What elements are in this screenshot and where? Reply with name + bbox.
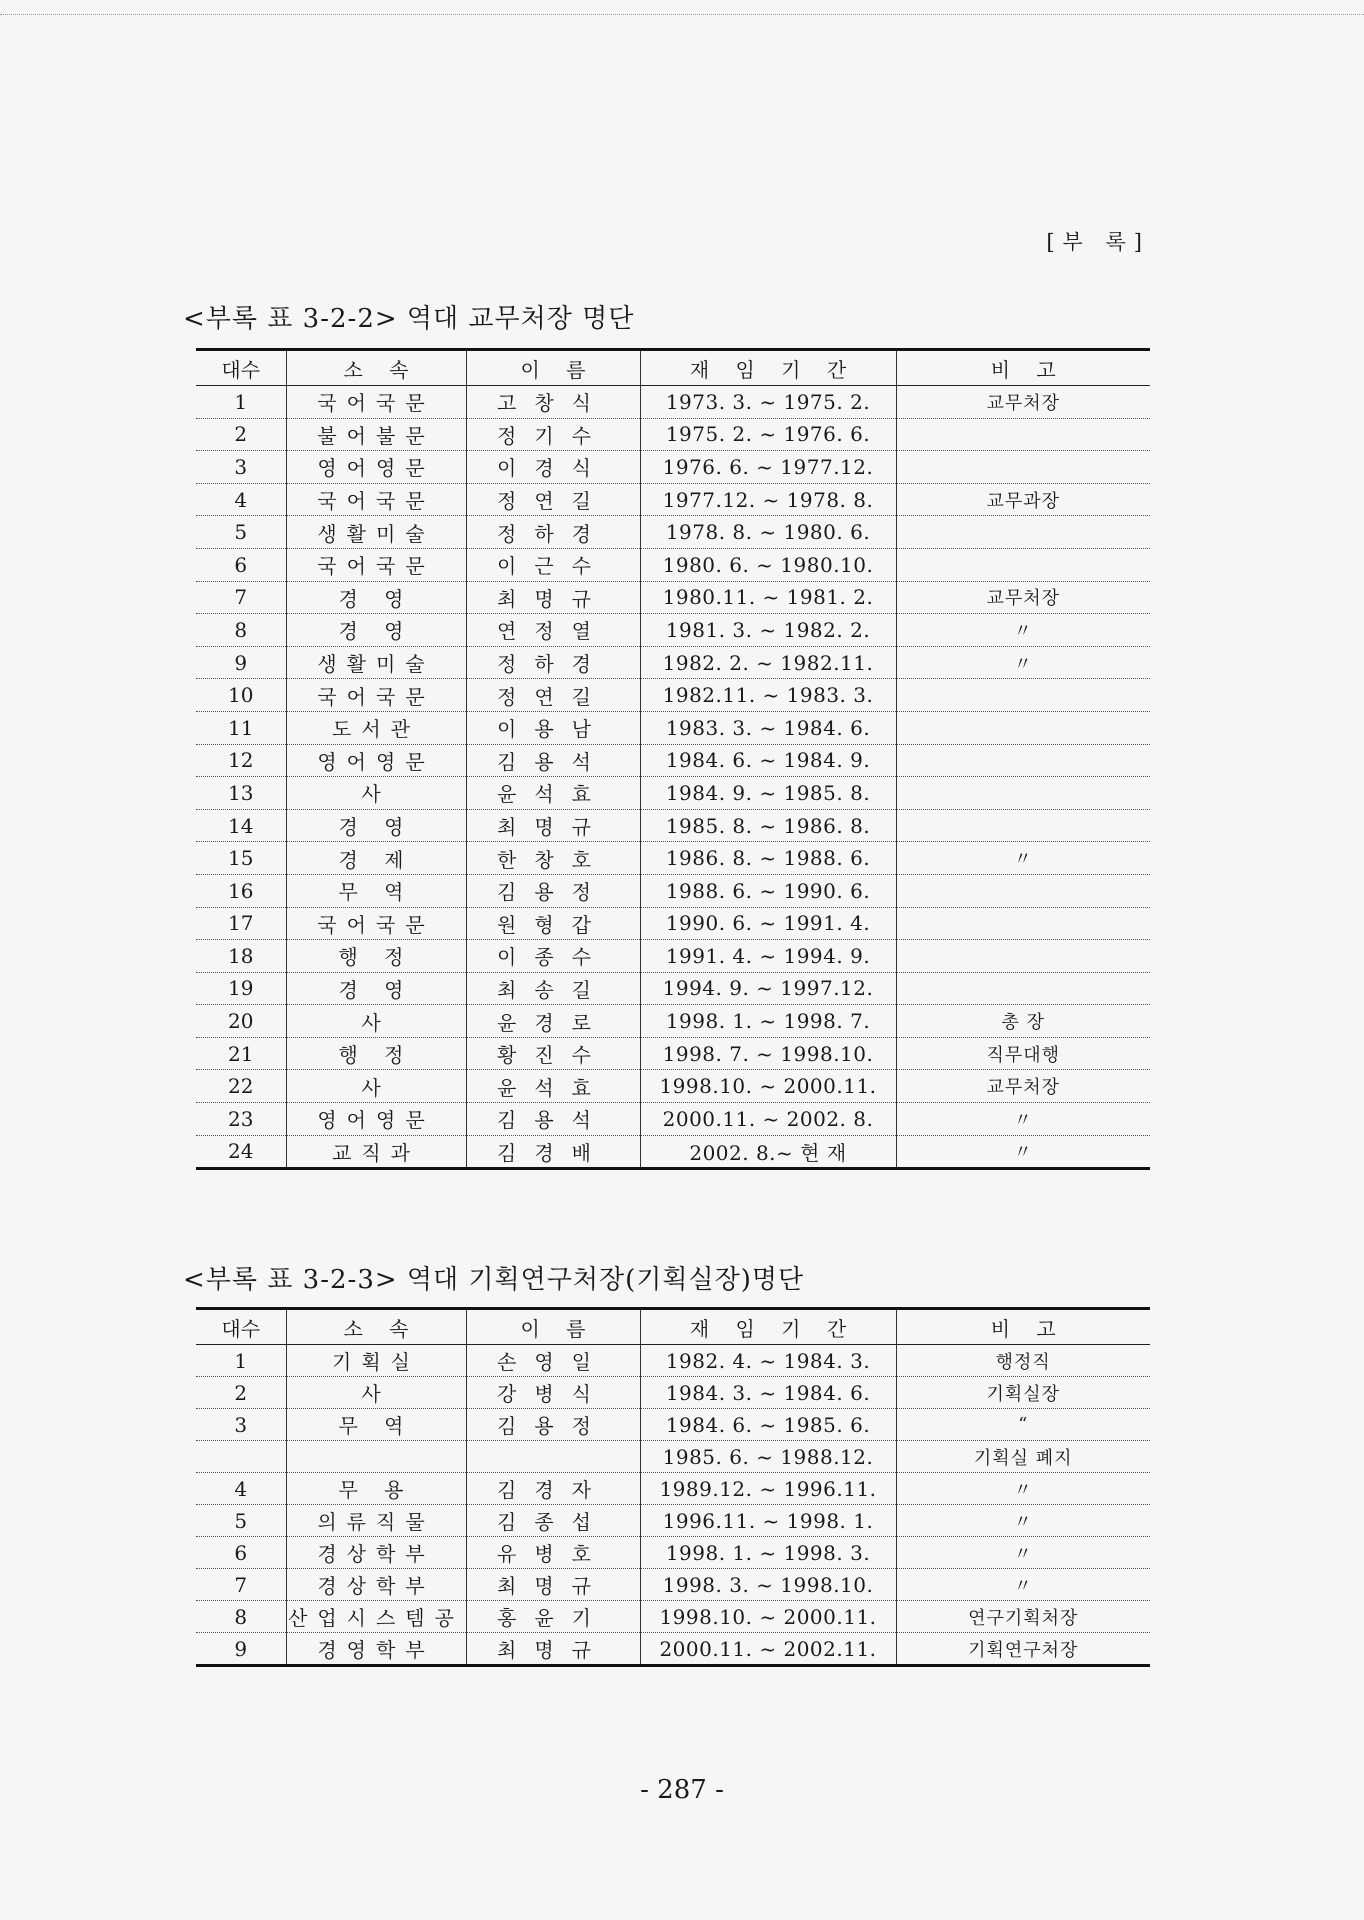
cell-term: 1986. 8. ~ 1988. 6. [640, 842, 896, 875]
cell-affiliation: 행 정 [286, 940, 466, 973]
table-row [196, 1377, 1150, 1409]
cell-affiliation: 경 영 [286, 614, 466, 647]
table1-caption: <부록 표 3-2-2> 역대 교무처장 명단 [183, 304, 635, 334]
table-row [196, 1505, 1150, 1537]
cell-affiliation: 사 [286, 777, 466, 810]
cell-name: 이근수 [466, 548, 640, 581]
table-body [196, 386, 1150, 1169]
table-row [196, 679, 1150, 712]
cell-cohort: 7 [196, 1569, 286, 1601]
cell-cohort: 9 [196, 646, 286, 679]
cell-affiliation: 생활미술 [286, 646, 466, 679]
table-row [196, 1005, 1150, 1038]
cell-term: 1973. 3. ~ 1975. 2. [640, 386, 896, 419]
cell-note: 교무처장 [896, 581, 1150, 614]
cell-name: 손영일 [466, 1345, 640, 1377]
cell-term: 1982. 2. ~ 1982.11. [640, 646, 896, 679]
table-body [196, 1345, 1150, 1666]
cell-affiliation: 사 [286, 1070, 466, 1103]
table-row [196, 483, 1150, 516]
cell-name: 김용정 [466, 874, 640, 907]
cell-term: 2002. 8.~ 현 재 [640, 1135, 896, 1169]
table-row [196, 548, 1150, 581]
cell-term: 1976. 6. ~ 1977.12. [640, 451, 896, 484]
cell-note: 교무처장 [896, 386, 1150, 419]
cell-note: 기획연구처장 [896, 1633, 1150, 1666]
header-note: 비 고 [896, 350, 1150, 386]
table-row [196, 1135, 1150, 1169]
cell-cohort: 6 [196, 548, 286, 581]
cell-note: 〃 [896, 1569, 1150, 1601]
cell-name: 강병식 [466, 1377, 640, 1409]
cell-cohort: 23 [196, 1103, 286, 1136]
cell-name: 정연길 [466, 483, 640, 516]
cell-name: 정연길 [466, 679, 640, 712]
cell-note: 연구기획처장 [896, 1601, 1150, 1633]
cell-affiliation: 의류직물 [286, 1505, 466, 1537]
cell-cohort: 15 [196, 842, 286, 875]
cell-cohort: 8 [196, 614, 286, 647]
cell-note: 〃 [896, 1103, 1150, 1136]
cell-term: 2000.11. ~ 2002.11. [640, 1633, 896, 1666]
cell-cohort: 12 [196, 744, 286, 777]
cell-note [896, 451, 1150, 484]
table-row [196, 418, 1150, 451]
cell-note: 〃 [896, 1135, 1150, 1169]
cell-term: 1984. 3. ~ 1984. 6. [640, 1377, 896, 1409]
cell-name: 윤석효 [466, 777, 640, 810]
cell-cohort: 5 [196, 1505, 286, 1537]
cell-name: 김종섭 [466, 1505, 640, 1537]
table-row [196, 1345, 1150, 1377]
cell-note: 〃 [896, 1473, 1150, 1505]
table-row [196, 581, 1150, 614]
table-row [196, 386, 1150, 419]
cell-term: 1975. 2. ~ 1976. 6. [640, 418, 896, 451]
cell-note [896, 711, 1150, 744]
cell-term: 1996.11. ~ 1998. 1. [640, 1505, 896, 1537]
cell-cohort: 4 [196, 483, 286, 516]
cell-affiliation: 영어영문 [286, 744, 466, 777]
cell-name: 김경자 [466, 1473, 640, 1505]
cell-note [896, 418, 1150, 451]
cell-note: 교무처장 [896, 1070, 1150, 1103]
cell-cohort: 7 [196, 581, 286, 614]
cell-term: 1991. 4. ~ 1994. 9. [640, 940, 896, 973]
cell-name: 이경식 [466, 451, 640, 484]
cell-name: 최명규 [466, 809, 640, 842]
cell-term: 1977.12. ~ 1978. 8. [640, 483, 896, 516]
cell-note: 〃 [896, 842, 1150, 875]
cell-affiliation: 사 [286, 1005, 466, 1038]
cell-affiliation: 행 정 [286, 1037, 466, 1070]
cell-name: 정하경 [466, 646, 640, 679]
cell-name: 김용정 [466, 1409, 640, 1441]
cell-cohort: 24 [196, 1135, 286, 1169]
cell-name: 이종수 [466, 940, 640, 973]
cell-name: 고창식 [466, 386, 640, 419]
cell-name: 한창호 [466, 842, 640, 875]
cell-cohort: 18 [196, 940, 286, 973]
cell-name: 정기수 [466, 418, 640, 451]
cell-cohort: 8 [196, 1601, 286, 1633]
table-row [196, 516, 1150, 549]
cell-name: 홍윤기 [466, 1601, 640, 1633]
cell-name: 김경배 [466, 1135, 640, 1169]
cell-affiliation: 국어국문 [286, 548, 466, 581]
cell-affiliation: 국어국문 [286, 679, 466, 712]
header-affiliation: 소 속 [286, 1309, 466, 1345]
table-row [196, 809, 1150, 842]
cell-note [896, 744, 1150, 777]
cell-affiliation: 경 영 [286, 809, 466, 842]
cell-term: 1988. 6. ~ 1990. 6. [640, 874, 896, 907]
cell-note [896, 907, 1150, 940]
cell-name: 최명규 [466, 1633, 640, 1666]
cell-affiliation: 영어영문 [286, 451, 466, 484]
cell-note [896, 777, 1150, 810]
cell-note: 〃 [896, 1505, 1150, 1537]
cell-affiliation: 국어국문 [286, 386, 466, 419]
table-row [196, 614, 1150, 647]
cell-affiliation: 경상학부 [286, 1569, 466, 1601]
cell-term: 1985. 6. ~ 1988.12. [640, 1441, 896, 1473]
cell-cohort: 10 [196, 679, 286, 712]
table-row [196, 940, 1150, 973]
cell-name [466, 1441, 640, 1473]
cell-name: 최명규 [466, 581, 640, 614]
cell-note [896, 809, 1150, 842]
cell-cohort: 14 [196, 809, 286, 842]
cell-name: 이용남 [466, 711, 640, 744]
page-number: - 287 - [640, 1775, 724, 1805]
cell-note: 〃 [896, 1537, 1150, 1569]
cell-term: 1998. 1. ~ 1998. 3. [640, 1537, 896, 1569]
appendix-header-tag: [부 록] [1046, 230, 1150, 254]
cell-affiliation: 기획실 [286, 1345, 466, 1377]
cell-note: 교무과장 [896, 483, 1150, 516]
cell-term: 1981. 3. ~ 1982. 2. [640, 614, 896, 647]
cell-term: 1989.12. ~ 1996.11. [640, 1473, 896, 1505]
cell-name: 유병호 [466, 1537, 640, 1569]
cell-name: 윤석효 [466, 1070, 640, 1103]
cell-affiliation [286, 1441, 466, 1473]
cell-cohort: 1 [196, 1345, 286, 1377]
cell-cohort: 16 [196, 874, 286, 907]
cell-note: 기획실 폐지 [896, 1441, 1150, 1473]
cell-note [896, 940, 1150, 973]
cell-name: 정하경 [466, 516, 640, 549]
table-row [196, 711, 1150, 744]
cell-term: 1994. 9. ~ 1997.12. [640, 972, 896, 1005]
cell-note: 〃 [896, 614, 1150, 647]
cell-cohort [196, 1441, 286, 1473]
cell-name: 김용석 [466, 744, 640, 777]
cell-name: 윤경로 [466, 1005, 640, 1038]
cell-note [896, 516, 1150, 549]
cell-cohort: 20 [196, 1005, 286, 1038]
cell-note: 〃 [896, 646, 1150, 679]
cell-term: 1998.10. ~ 2000.11. [640, 1601, 896, 1633]
cell-term: 1982. 4. ~ 1984. 3. [640, 1345, 896, 1377]
cell-name: 연정열 [466, 614, 640, 647]
cell-cohort: 9 [196, 1633, 286, 1666]
table-row [196, 1569, 1150, 1601]
header-note: 비 고 [896, 1309, 1150, 1345]
cell-term: 1983. 3. ~ 1984. 6. [640, 711, 896, 744]
cell-term: 1982.11. ~ 1983. 3. [640, 679, 896, 712]
cell-term: 1998. 3. ~ 1998.10. [640, 1569, 896, 1601]
table-row [196, 1601, 1150, 1633]
cell-cohort: 2 [196, 1377, 286, 1409]
cell-affiliation: 무 역 [286, 1409, 466, 1441]
table-row [196, 744, 1150, 777]
header-cohort: 대수 [196, 350, 286, 386]
table-header-row [196, 350, 1150, 386]
header-affiliation: 소 속 [286, 350, 466, 386]
cell-affiliation: 경 제 [286, 842, 466, 875]
cell-affiliation: 경영학부 [286, 1633, 466, 1666]
cell-affiliation: 무 용 [286, 1473, 466, 1505]
cell-term: 1985. 8. ~ 1986. 8. [640, 809, 896, 842]
cell-term: 1990. 6. ~ 1991. 4. [640, 907, 896, 940]
cell-name: 최송길 [466, 972, 640, 1005]
table-row [196, 451, 1150, 484]
table-row [196, 1103, 1150, 1136]
cell-cohort: 22 [196, 1070, 286, 1103]
cell-cohort: 19 [196, 972, 286, 1005]
cell-affiliation: 국어국문 [286, 907, 466, 940]
cell-note: 기획실장 [896, 1377, 1150, 1409]
table-row [196, 1409, 1150, 1441]
table-row [196, 1070, 1150, 1103]
cell-cohort: 5 [196, 516, 286, 549]
table2-caption: <부록 표 3-2-3> 역대 기획연구처장(기획실장)명단 [183, 1265, 805, 1295]
cell-note [896, 679, 1150, 712]
cell-cohort: 17 [196, 907, 286, 940]
table-row [196, 1441, 1150, 1473]
cell-cohort: 6 [196, 1537, 286, 1569]
header-term: 재 임 기 간 [640, 350, 896, 386]
cell-note [896, 972, 1150, 1005]
cell-note [896, 874, 1150, 907]
cell-affiliation: 교직과 [286, 1135, 466, 1169]
cell-cohort: 11 [196, 711, 286, 744]
table-row [196, 777, 1150, 810]
header-name: 이 름 [466, 1309, 640, 1345]
top-border-line [0, 14, 1364, 15]
cell-term: 1984. 9. ~ 1985. 8. [640, 777, 896, 810]
table-row [196, 874, 1150, 907]
cell-term: 1998.10. ~ 2000.11. [640, 1070, 896, 1103]
header-name: 이 름 [466, 350, 640, 386]
cell-term: 1998. 1. ~ 1998. 7. [640, 1005, 896, 1038]
cell-cohort: 2 [196, 418, 286, 451]
table-row [196, 842, 1150, 875]
cell-name: 김용석 [466, 1103, 640, 1136]
table-row [196, 646, 1150, 679]
cell-name: 황진수 [466, 1037, 640, 1070]
cell-affiliation: 경 영 [286, 581, 466, 614]
cell-cohort: 4 [196, 1473, 286, 1505]
cell-term: 1998. 7. ~ 1998.10. [640, 1037, 896, 1070]
cell-cohort: 21 [196, 1037, 286, 1070]
cell-affiliation: 불어불문 [286, 418, 466, 451]
cell-term: 1980.11. ~ 1981. 2. [640, 581, 896, 614]
cell-note: 행정직 [896, 1345, 1150, 1377]
cell-affiliation: 무 역 [286, 874, 466, 907]
cell-term: 1978. 8. ~ 1980. 6. [640, 516, 896, 549]
table-row [196, 1537, 1150, 1569]
cell-affiliation: 경상학부 [286, 1537, 466, 1569]
table-row [196, 1037, 1150, 1070]
cell-note: 직무대행 [896, 1037, 1150, 1070]
table-row [196, 1633, 1150, 1666]
cell-name: 최명규 [466, 1569, 640, 1601]
table-row [196, 907, 1150, 940]
cell-cohort: 13 [196, 777, 286, 810]
table-row [196, 972, 1150, 1005]
cell-term: 1984. 6. ~ 1984. 9. [640, 744, 896, 777]
cell-cohort: 3 [196, 1409, 286, 1441]
table-academic-affairs-deans [196, 348, 1150, 1170]
cell-affiliation: 영어영문 [286, 1103, 466, 1136]
cell-note [896, 548, 1150, 581]
cell-term: 2000.11. ~ 2002. 8. [640, 1103, 896, 1136]
table-header-row [196, 1309, 1150, 1345]
cell-note: 총 장 [896, 1005, 1150, 1038]
cell-cohort: 1 [196, 386, 286, 419]
cell-name: 원형갑 [466, 907, 640, 940]
header-cohort: 대수 [196, 1309, 286, 1345]
table-row [196, 1473, 1150, 1505]
cell-cohort: 3 [196, 451, 286, 484]
cell-note: “ [896, 1409, 1150, 1441]
cell-affiliation: 도서관 [286, 711, 466, 744]
cell-affiliation: 사 [286, 1377, 466, 1409]
cell-affiliation: 산업시스템공 [286, 1601, 466, 1633]
cell-affiliation: 경 영 [286, 972, 466, 1005]
cell-affiliation: 국어국문 [286, 483, 466, 516]
table-planning-research-deans [196, 1307, 1150, 1667]
cell-term: 1980. 6. ~ 1980.10. [640, 548, 896, 581]
cell-term: 1984. 6. ~ 1985. 6. [640, 1409, 896, 1441]
cell-affiliation: 생활미술 [286, 516, 466, 549]
header-term: 재 임 기 간 [640, 1309, 896, 1345]
